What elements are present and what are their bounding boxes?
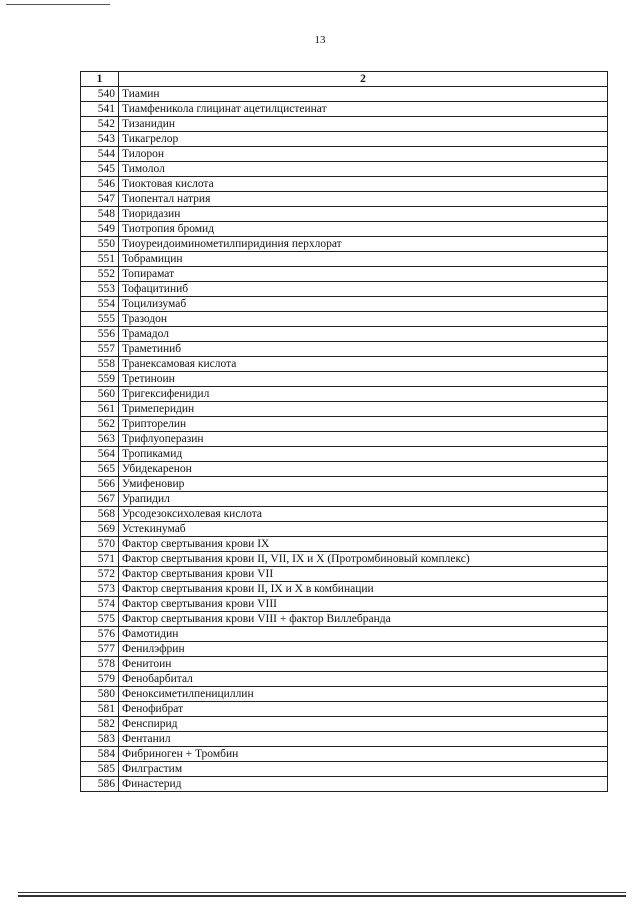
drug-name: Тоцилизумаб <box>119 297 608 312</box>
table-row <box>81 252 608 267</box>
drug-name: Фенилэфрин <box>119 642 608 657</box>
bottom-rule-thick <box>18 895 626 897</box>
table-row <box>81 177 608 192</box>
drug-name: Тиоктовая кислота <box>119 177 608 192</box>
table-row <box>81 432 608 447</box>
drug-name: Убидекаренон <box>119 462 608 477</box>
table-row <box>81 777 608 792</box>
row-number: 551 <box>81 252 119 267</box>
row-number: 583 <box>81 732 119 747</box>
table-row <box>81 462 608 477</box>
table-row <box>81 282 608 297</box>
table-row <box>81 612 608 627</box>
row-number: 547 <box>81 192 119 207</box>
drug-name: Трипторелин <box>119 417 608 432</box>
row-number: 567 <box>81 492 119 507</box>
row-number: 557 <box>81 342 119 357</box>
drug-name: Фактор свертывания крови VIII <box>119 597 608 612</box>
drug-name: Тобрамицин <box>119 252 608 267</box>
row-number: 578 <box>81 657 119 672</box>
column-header-name: 2 <box>119 72 608 87</box>
drug-name: Тримеперидин <box>119 402 608 417</box>
table-row <box>81 327 608 342</box>
drug-name: Траметиниб <box>119 342 608 357</box>
row-number: 570 <box>81 537 119 552</box>
table-row <box>81 657 608 672</box>
drug-name: Тиотропия бромид <box>119 222 608 237</box>
table-row <box>81 672 608 687</box>
row-number: 561 <box>81 402 119 417</box>
top-rule <box>6 4 110 5</box>
row-number: 566 <box>81 477 119 492</box>
drug-name: Фактор свертывания крови VIII + фактор Виллебранда <box>119 612 608 627</box>
row-number: 568 <box>81 507 119 522</box>
table-row <box>81 492 608 507</box>
row-number: 569 <box>81 522 119 537</box>
table-row <box>81 552 608 567</box>
row-number: 540 <box>81 87 119 102</box>
table-row <box>81 162 608 177</box>
drug-name: Тиопентал натрия <box>119 192 608 207</box>
table-body <box>81 87 608 792</box>
table-row <box>81 447 608 462</box>
drug-name: Тимолол <box>119 162 608 177</box>
table-row <box>81 642 608 657</box>
drug-name: Транексамовая кислота <box>119 357 608 372</box>
drug-name: Умифеновир <box>119 477 608 492</box>
column-header-number: 1 <box>81 72 119 87</box>
table-row <box>81 522 608 537</box>
bottom-rule <box>18 892 626 893</box>
table-row <box>81 402 608 417</box>
drug-name: Устекинумаб <box>119 522 608 537</box>
table-row <box>81 132 608 147</box>
row-number: 555 <box>81 312 119 327</box>
row-number: 572 <box>81 567 119 582</box>
drug-name: Урапидил <box>119 492 608 507</box>
drug-name: Фенспирид <box>119 717 608 732</box>
page-number: 13 <box>314 34 326 46</box>
row-number: 548 <box>81 207 119 222</box>
table-row <box>81 222 608 237</box>
table-row <box>81 582 608 597</box>
row-number: 562 <box>81 417 119 432</box>
row-number: 573 <box>81 582 119 597</box>
drug-name: Урсодезоксихолевая кислота <box>119 507 608 522</box>
drug-name: Третиноин <box>119 372 608 387</box>
drug-name: Тропикамид <box>119 447 608 462</box>
table-row <box>81 87 608 102</box>
row-number: 559 <box>81 372 119 387</box>
row-number: 552 <box>81 267 119 282</box>
drug-name: Фактор свертывания крови II, VII, IX и X (Протромбиновый комплекс) <box>119 552 608 567</box>
table-row <box>81 267 608 282</box>
row-number: 565 <box>81 462 119 477</box>
table-row <box>81 567 608 582</box>
row-number: 550 <box>81 237 119 252</box>
row-number: 556 <box>81 327 119 342</box>
table-row <box>81 237 608 252</box>
header-row <box>81 72 608 87</box>
drug-list-table <box>80 71 608 792</box>
table-row <box>81 312 608 327</box>
table-row <box>81 357 608 372</box>
drug-name: Фенобарбитал <box>119 672 608 687</box>
table-row <box>81 762 608 777</box>
drug-name: Филграстим <box>119 762 608 777</box>
table-row <box>81 597 608 612</box>
row-number: 571 <box>81 552 119 567</box>
row-number: 546 <box>81 177 119 192</box>
table-row <box>81 297 608 312</box>
row-number: 582 <box>81 717 119 732</box>
drug-name: Топирамат <box>119 267 608 282</box>
row-number: 563 <box>81 432 119 447</box>
table-row <box>81 687 608 702</box>
drug-name: Тригексифенидил <box>119 387 608 402</box>
drug-name: Фамотидин <box>119 627 608 642</box>
row-number: 577 <box>81 642 119 657</box>
table-row <box>81 147 608 162</box>
drug-name: Фибриноген + Тромбин <box>119 747 608 762</box>
row-number: 574 <box>81 597 119 612</box>
drug-name: Тиамфеникола глицинат ацетилцистеинат <box>119 102 608 117</box>
table-row <box>81 507 608 522</box>
row-number: 545 <box>81 162 119 177</box>
drug-name: Финастерид <box>119 777 608 792</box>
drug-name: Трамадол <box>119 327 608 342</box>
row-number: 549 <box>81 222 119 237</box>
drug-name: Фенитоин <box>119 657 608 672</box>
drug-name: Тизанидин <box>119 117 608 132</box>
table-row <box>81 747 608 762</box>
row-number: 542 <box>81 117 119 132</box>
drug-name: Тикагрелор <box>119 132 608 147</box>
row-number: 544 <box>81 147 119 162</box>
drug-name: Тофацитиниб <box>119 282 608 297</box>
table-row <box>81 207 608 222</box>
drug-name: Фактор свертывания крови II, IX и X в комбинации <box>119 582 608 597</box>
row-number: 554 <box>81 297 119 312</box>
row-number: 586 <box>81 777 119 792</box>
row-number: 541 <box>81 102 119 117</box>
row-number: 564 <box>81 447 119 462</box>
drug-name: Феноксиметилпенициллин <box>119 687 608 702</box>
row-number: 543 <box>81 132 119 147</box>
table-row <box>81 477 608 492</box>
row-number: 553 <box>81 282 119 297</box>
table-row <box>81 627 608 642</box>
table-row <box>81 192 608 207</box>
drug-name: Трифлуоперазин <box>119 432 608 447</box>
drug-name: Фактор свертывания крови VII <box>119 567 608 582</box>
drug-name: Фентанил <box>119 732 608 747</box>
row-number: 576 <box>81 627 119 642</box>
table-row <box>81 387 608 402</box>
table-row <box>81 717 608 732</box>
drug-name: Тразодон <box>119 312 608 327</box>
row-number: 579 <box>81 672 119 687</box>
drug-name: Тилорон <box>119 147 608 162</box>
drug-name: Тиоуреидоиминометилпиридиния перхлорат <box>119 237 608 252</box>
row-number: 575 <box>81 612 119 627</box>
row-number: 584 <box>81 747 119 762</box>
drug-name: Фактор свертывания крови IX <box>119 537 608 552</box>
drug-name: Фенофибрат <box>119 702 608 717</box>
table-row <box>81 702 608 717</box>
table-row <box>81 417 608 432</box>
row-number: 585 <box>81 762 119 777</box>
drug-name: Тиамин <box>119 87 608 102</box>
table-row <box>81 732 608 747</box>
table-row <box>81 117 608 132</box>
table-row <box>81 102 608 117</box>
row-number: 558 <box>81 357 119 372</box>
table-row <box>81 372 608 387</box>
table-row <box>81 537 608 552</box>
drug-name: Тиоридазин <box>119 207 608 222</box>
row-number: 560 <box>81 387 119 402</box>
table-row <box>81 342 608 357</box>
row-number: 580 <box>81 687 119 702</box>
row-number: 581 <box>81 702 119 717</box>
